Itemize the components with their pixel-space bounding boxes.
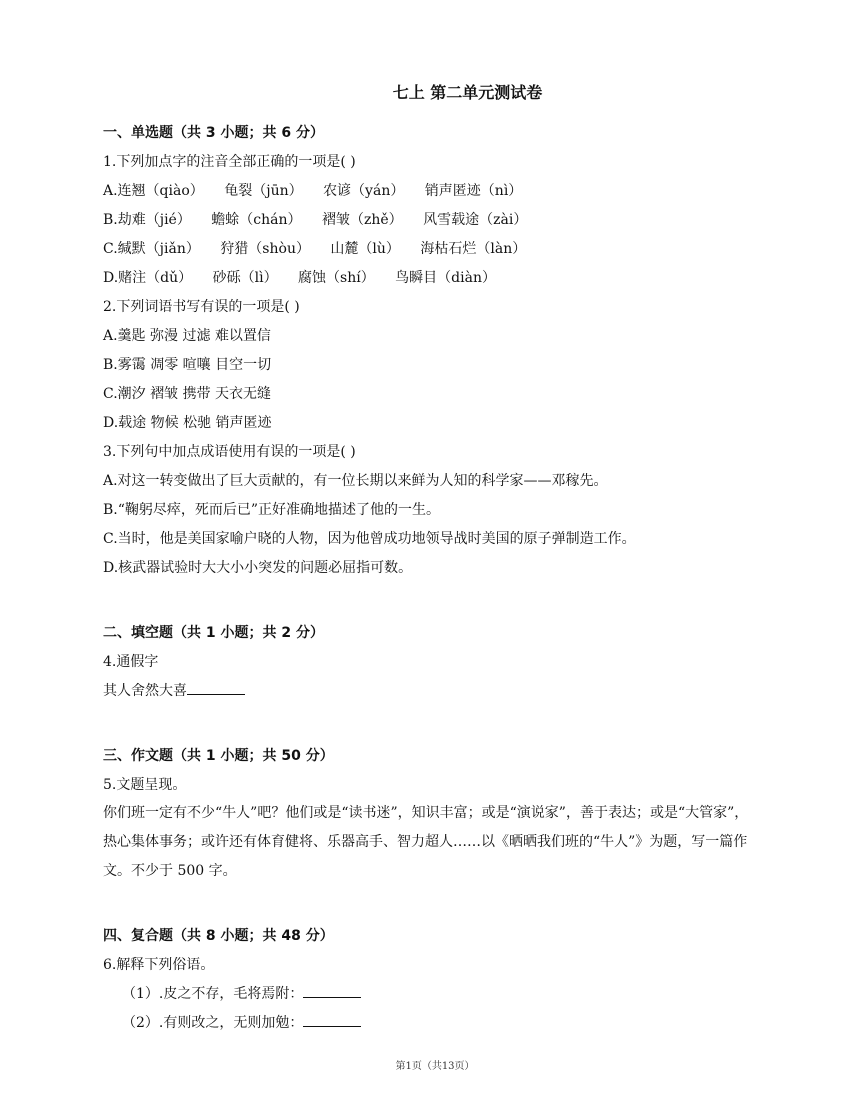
option-d-item-4: 鸟瞬目（diàn） (395, 270, 496, 286)
section-heading-essay: 三、作文题（共 1 小题；共 50 分） (103, 748, 334, 764)
option-b-item-1: B.劫难（jié） (103, 212, 191, 228)
question-2-option-b: B.雾霭 凋零 喧嚷 目空一切 (103, 357, 272, 373)
question-3-option-a: A.对这一转变做出了巨大贡献的，有一位长期以来鲜为人知的科学家——邓稼先。 (103, 473, 608, 489)
question-2-option-a: A.羹匙 弥漫 过滤 难以置信 (103, 328, 271, 344)
option-a-item-4: 销声匿迹（nì） (424, 183, 523, 199)
question-1-option-b (103, 210, 543, 230)
answer-blank[interactable] (303, 1014, 361, 1027)
question-4-stem: 4.通假字 (103, 654, 159, 670)
section-heading-fill-blank: 二、填空题（共 1 小题；共 2 分） (103, 625, 324, 641)
question-4-line (103, 681, 245, 701)
page-footer: 第1页（共13页） (395, 1061, 475, 1072)
question-2-option-d: D.载途 物候 松驰 销声匿迹 (103, 415, 272, 431)
question-3-option-c: C.当时，他是美国家喻户晓的人物，因为他曾成功地领导战时美国的原子弹制造工作。 (103, 531, 636, 547)
section-heading-single-choice: 一、单选题（共 3 小题；共 6 分） (103, 125, 324, 141)
question-6-item-1-text: （1）.皮之不存，毛将焉附： (122, 986, 304, 1002)
question-2-option-c: C.潮汐 褶皱 携带 天衣无缝 (103, 386, 272, 402)
option-b-item-2: 蟾蜍（chán） (211, 212, 302, 228)
option-b-item-4: 风雪载途（zài） (423, 212, 528, 228)
question-2-stem: 2.下列词语书写有误的一项是( ) (103, 299, 300, 315)
option-a-item-3: 农谚（yán） (323, 183, 405, 199)
question-1-option-a (103, 181, 538, 201)
answer-blank[interactable] (303, 985, 361, 998)
option-c-item-2: 狩猎（shòu） (220, 241, 310, 257)
question-6-item-2-text: （2）.有则改之，无则加勉： (122, 1015, 304, 1031)
answer-blank[interactable] (187, 682, 245, 695)
question-1-option-d (103, 268, 512, 288)
option-a-item-1: A.连翘（qiào） (103, 183, 204, 199)
question-6-item-2 (122, 1013, 361, 1033)
question-6-stem: 6.解释下列俗语。 (103, 957, 215, 973)
page-title: 七上 第二单元测试卷 (392, 83, 543, 102)
section-heading-compound: 四、复合题（共 8 小题；共 48 分） (103, 928, 334, 944)
question-3-stem: 3.下列句中加点成语使用有误的一项是( ) (103, 444, 356, 460)
question-4-text: 其人舍然大喜 (103, 683, 187, 699)
option-c-item-4: 海枯石烂（làn） (420, 241, 527, 257)
question-3-option-d: D.核武器试验时大大小小突发的问题必屈指可数。 (103, 560, 413, 576)
question-5-body: 你们班一定有不少“牛人”吧？他们或是“读书迷”，知识丰富；或是“演说家”，善于表达；或是“大管家”，热心集体事务；或许还有体育健将、乐器高手、智力超人……以《晒晒我们班的“牛人”》为题，写一篇作文。不少于 500 字。 (103, 805, 749, 879)
question-1-stem: 1.下列加点字的注音全部正确的一项是( ) (103, 154, 356, 170)
option-d-item-3: 腐蚀（shí） (298, 270, 375, 286)
option-d-item-2: 砂砾（lì） (212, 270, 278, 286)
option-c-item-1: C.缄默（jiǎn） (103, 241, 200, 257)
option-c-item-3: 山麓（lù） (330, 241, 400, 257)
question-1-option-c (103, 239, 542, 259)
question-3-option-b: B.“鞠躬尽瘁，死而后已”正好准确地描述了他的一生。 (103, 502, 441, 518)
question-6-item-1 (122, 984, 361, 1004)
question-5-stem: 5.文题呈现。 (103, 777, 187, 793)
option-a-item-2: 龟裂（jūn） (224, 183, 303, 199)
option-d-item-1: D.赌注（dǔ） (103, 270, 193, 286)
option-b-item-3: 褶皱（zhě） (321, 212, 403, 228)
